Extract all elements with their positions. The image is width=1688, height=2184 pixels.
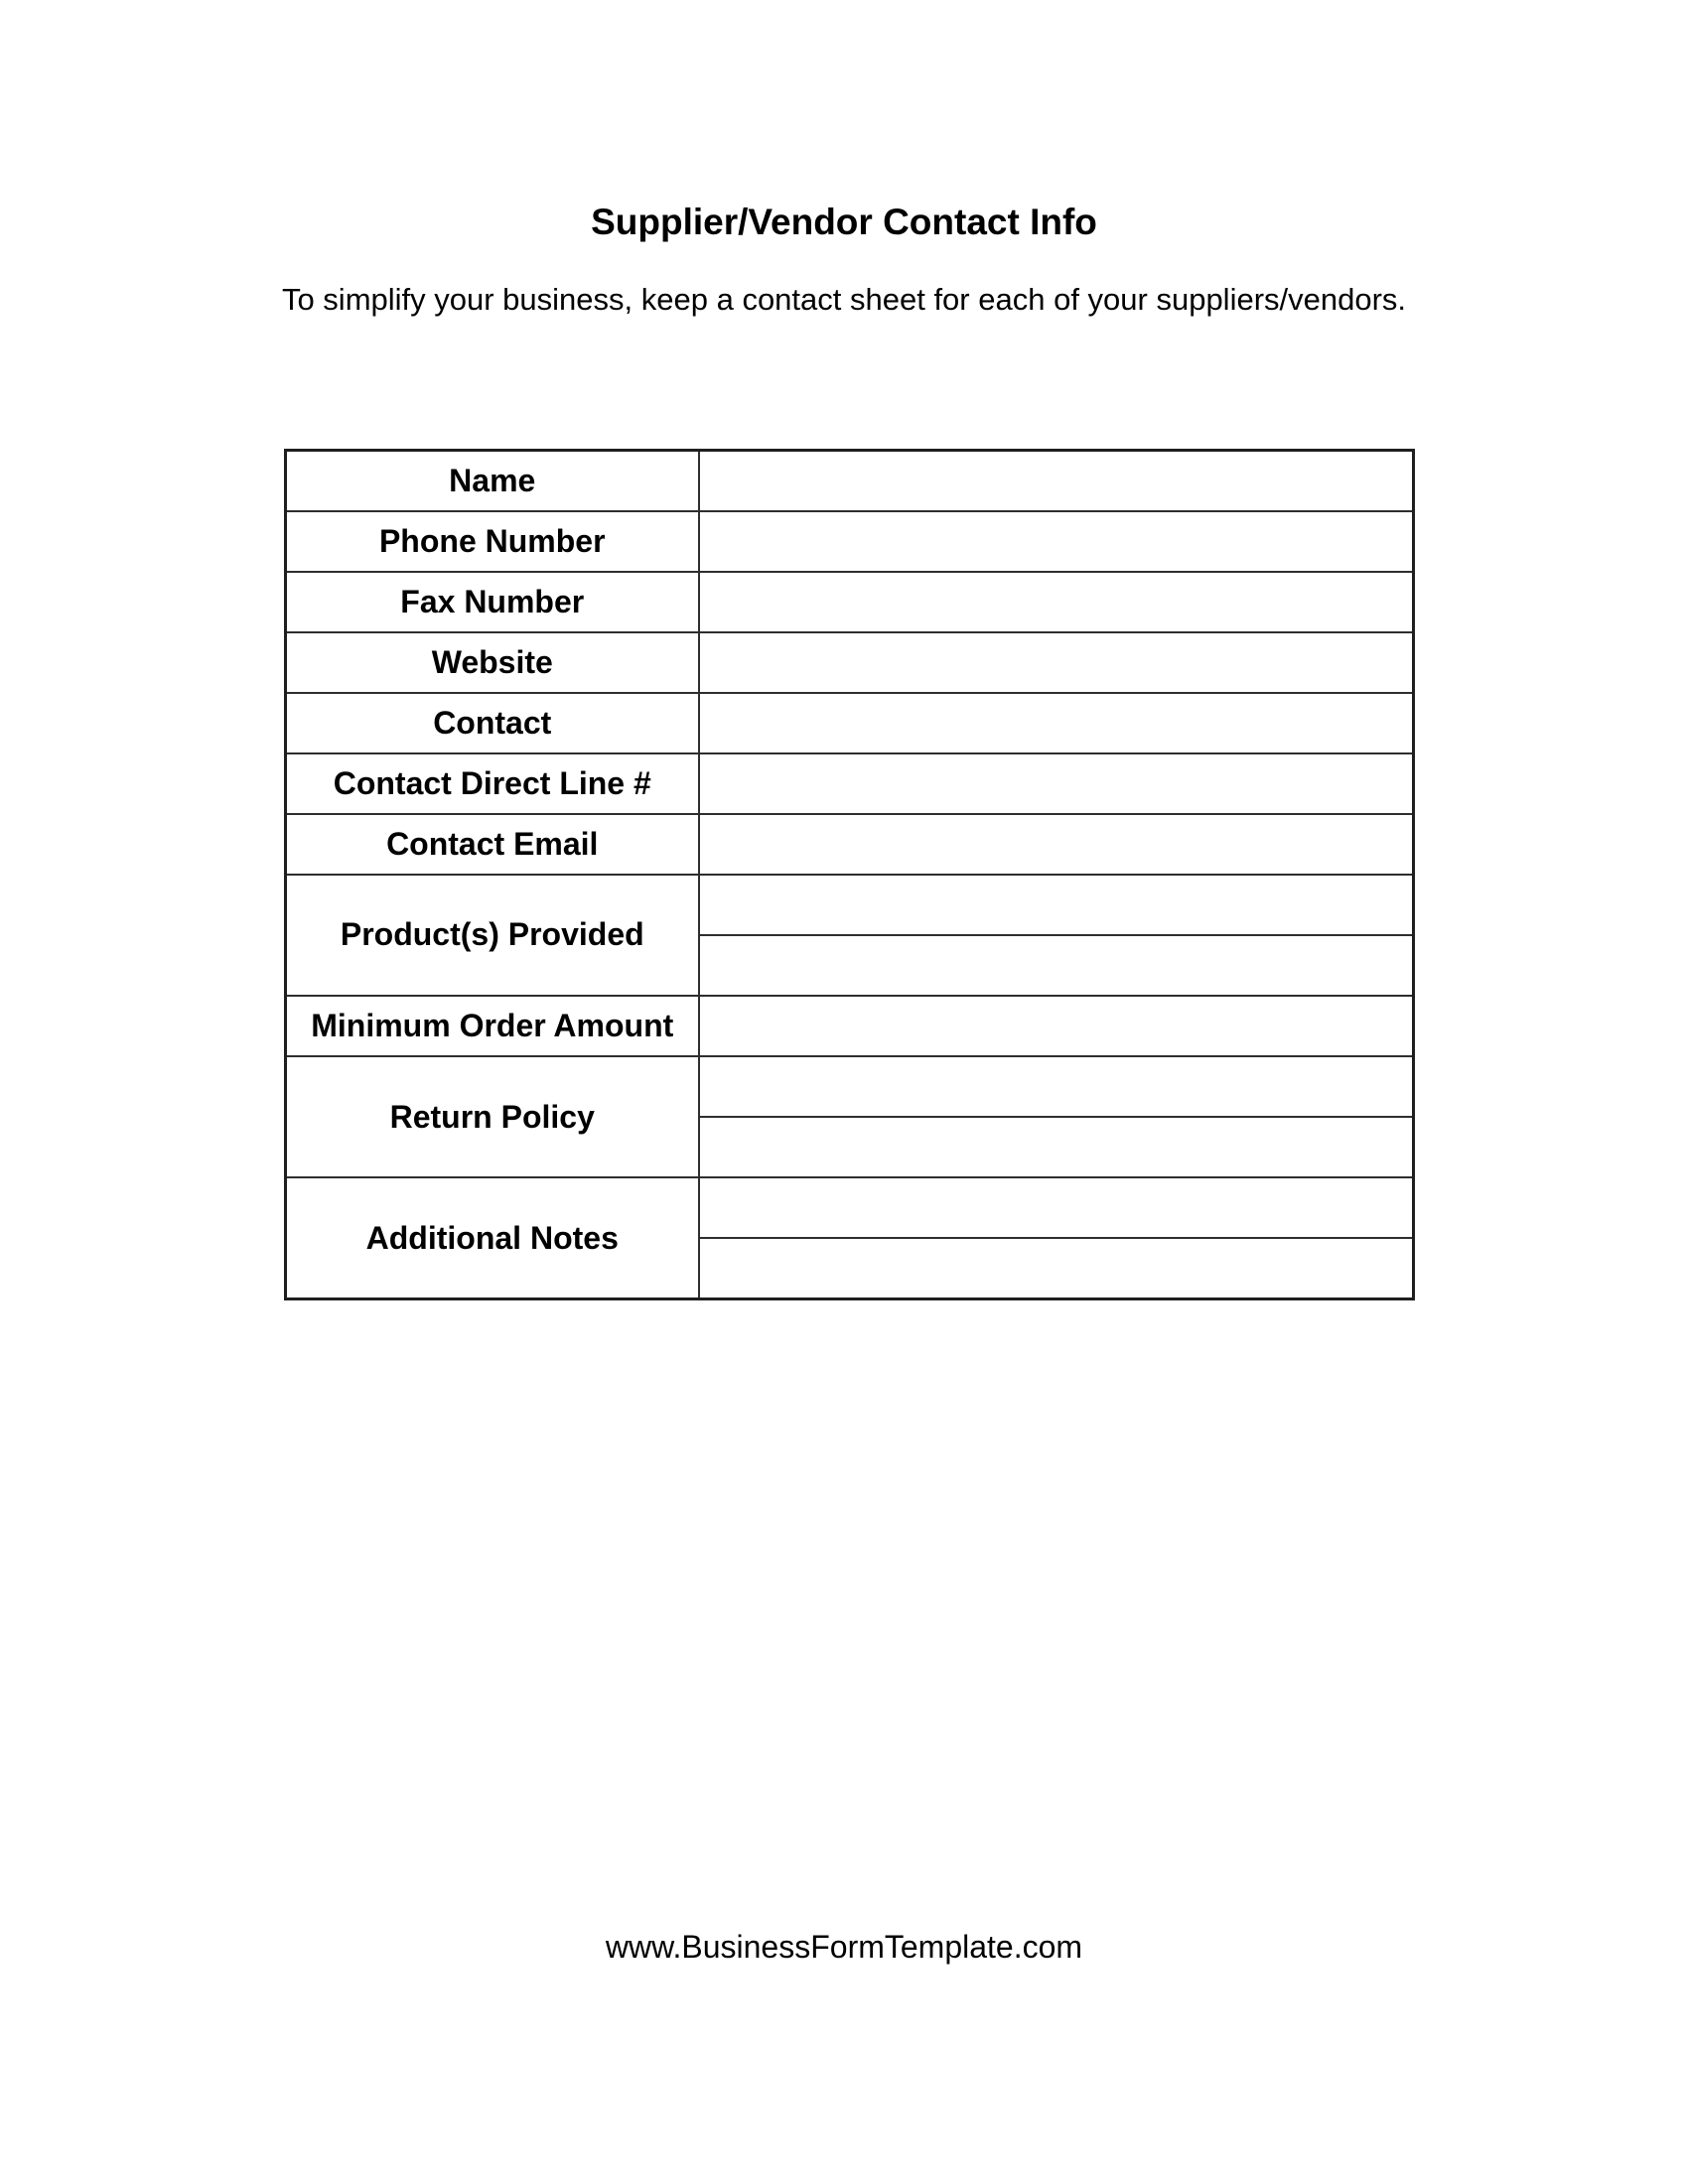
field-label-fax-number: Fax Number bbox=[286, 572, 699, 632]
field-label-minimum-order-amount: Minimum Order Amount bbox=[286, 996, 699, 1056]
table-row-website bbox=[286, 632, 1414, 693]
field-value-website[interactable] bbox=[699, 632, 1414, 693]
field-value-fax-number[interactable] bbox=[699, 572, 1414, 632]
field-label-phone-number: Phone Number bbox=[286, 511, 699, 572]
field-label-contact-email: Contact Email bbox=[286, 814, 699, 875]
field-value-products-provided-line-1[interactable] bbox=[699, 875, 1414, 935]
field-label-products-provided: Product(s) Provided bbox=[286, 875, 699, 996]
field-value-name[interactable] bbox=[699, 451, 1414, 511]
field-label-name: Name bbox=[286, 451, 699, 511]
field-label-additional-notes: Additional Notes bbox=[286, 1177, 699, 1298]
supplier-contact-table bbox=[284, 449, 1415, 1300]
page-title: Supplier/Vendor Contact Info bbox=[591, 202, 1097, 242]
field-value-additional-notes-line-2[interactable] bbox=[699, 1238, 1414, 1298]
field-label-contact-direct-line: Contact Direct Line # bbox=[286, 753, 699, 814]
field-value-contact[interactable] bbox=[699, 693, 1414, 753]
field-value-phone-number[interactable] bbox=[699, 511, 1414, 572]
footer-url: www.BusinessFormTemplate.com bbox=[605, 1929, 1083, 1965]
table-row-phone-number bbox=[286, 511, 1414, 572]
field-value-contact-email[interactable] bbox=[699, 814, 1414, 875]
field-value-additional-notes-line-1[interactable] bbox=[699, 1177, 1414, 1238]
table-row-name bbox=[286, 451, 1414, 511]
field-value-contact-direct-line[interactable] bbox=[699, 753, 1414, 814]
field-label-return-policy: Return Policy bbox=[286, 1056, 699, 1177]
field-label-contact: Contact bbox=[286, 693, 699, 753]
field-value-minimum-order-amount[interactable] bbox=[699, 996, 1414, 1056]
table-row-contact-email bbox=[286, 814, 1414, 875]
table-row-minimum-order-amount bbox=[286, 996, 1414, 1056]
table-row-contact-direct-line bbox=[286, 753, 1414, 814]
field-label-website: Website bbox=[286, 632, 699, 693]
field-value-products-provided-line-2[interactable] bbox=[699, 935, 1414, 996]
field-value-return-policy-line-2[interactable] bbox=[699, 1117, 1414, 1177]
table-row-products-provided bbox=[286, 875, 1414, 935]
page-subtitle: To simplify your business, keep a contact sheet for each of your suppliers/vendors. bbox=[281, 282, 1407, 317]
field-value-return-policy-line-1[interactable] bbox=[699, 1056, 1414, 1117]
table-row-contact bbox=[286, 693, 1414, 753]
table-row-fax-number bbox=[286, 572, 1414, 632]
table-row-additional-notes bbox=[286, 1177, 1414, 1238]
table-row-return-policy bbox=[286, 1056, 1414, 1117]
